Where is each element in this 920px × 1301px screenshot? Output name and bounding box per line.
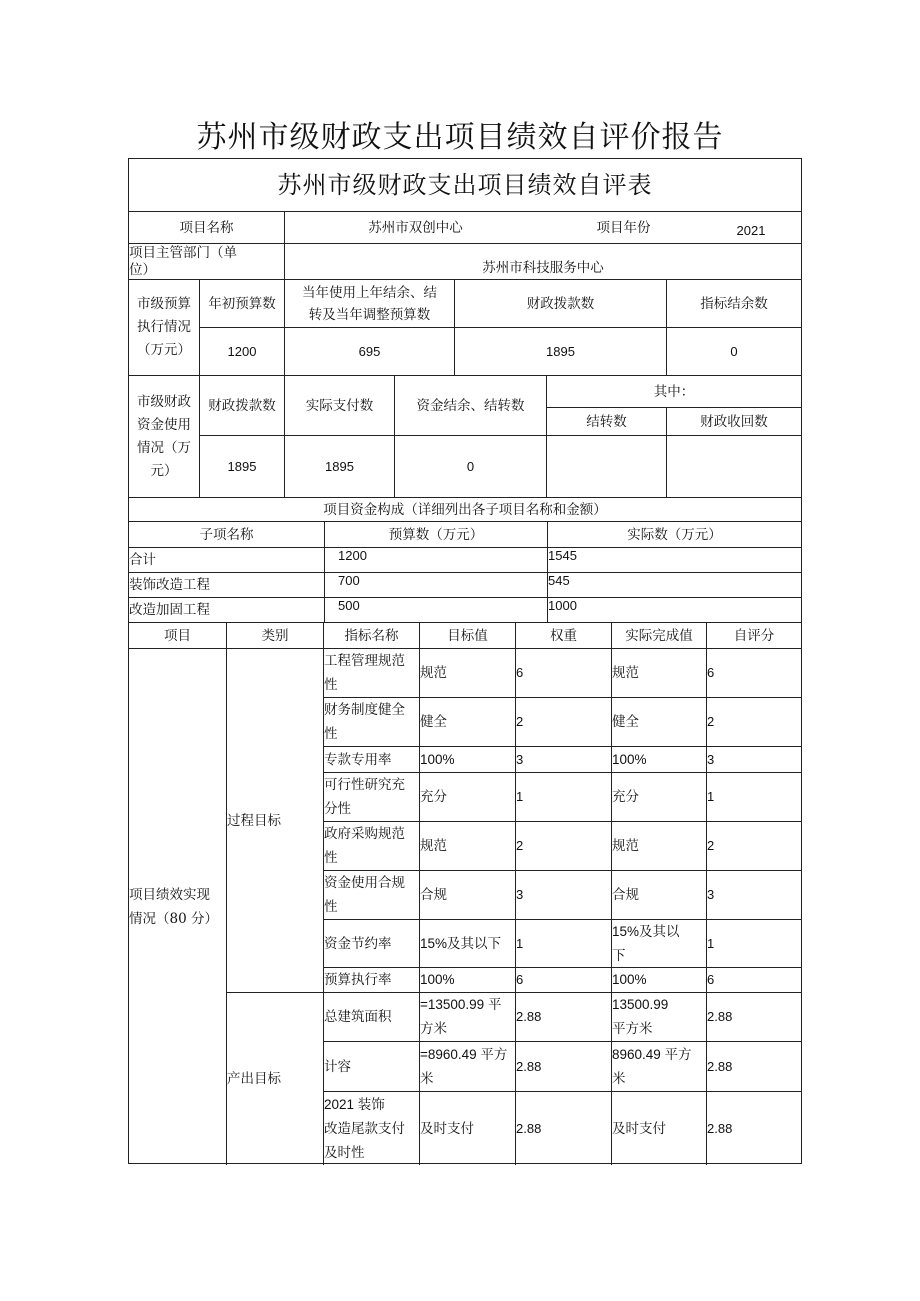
- indicator-actual-line: 米: [612, 1070, 626, 1087]
- composition-header-name: 子项名称: [129, 521, 324, 547]
- composition-row-budget: 500: [324, 597, 547, 622]
- indicator-target-cell: [419, 919, 515, 967]
- indicator-weight-cell: 2.88: [515, 992, 611, 1041]
- indicator-actual-line: 健全: [612, 714, 639, 730]
- indicator-name-line: 性: [324, 899, 338, 915]
- indicator-weight-cell: 1: [515, 772, 611, 821]
- indicator-name-line: 财务制度健全: [324, 702, 405, 718]
- indicator-score-cell: 2: [706, 697, 801, 746]
- project-name-label: 项目名称: [129, 211, 284, 243]
- indicator-name-line: 可行性研究充: [324, 777, 405, 793]
- composition-row-budget: 1200: [324, 547, 547, 572]
- composition-row-actual: 1000: [547, 597, 801, 622]
- indicator-target-line: =13500.99 平: [420, 997, 502, 1012]
- composition-row-budget: 700: [324, 572, 547, 597]
- indicator-weight-cell: 2.88: [515, 1041, 611, 1091]
- indicator-actual-cell: [611, 1041, 706, 1091]
- composition-row-actual: 1545: [547, 547, 801, 572]
- indicator-actual-line: 100%: [612, 751, 647, 767]
- indicator-score-cell: 1: [706, 772, 801, 821]
- indicator-actual-cell: [611, 821, 706, 870]
- indicator-target-line: 规范: [420, 665, 447, 681]
- indicator-name-line: 计容: [324, 1058, 351, 1075]
- indicator-score-cell: 1: [706, 919, 801, 967]
- funds-header-transfer: 结转数: [546, 407, 666, 435]
- indicator-actual-cell: [611, 772, 706, 821]
- indicator-name-line: 资金节约率: [324, 935, 392, 952]
- indicator-score-cell: 6: [706, 967, 801, 992]
- dept-label-line2: 位）: [129, 261, 156, 278]
- indicator-target-line: 100%: [420, 972, 455, 987]
- indicator-actual-cell: [611, 746, 706, 772]
- indicator-name-cell: [323, 1091, 419, 1165]
- indicator-actual-cell: [611, 992, 706, 1041]
- indicator-name-line: 预算执行率: [324, 972, 392, 988]
- indicator-actual-cell: [611, 648, 706, 697]
- indicator-target-cell: [419, 1091, 515, 1165]
- performance-section-label: 项目绩效实现 情况（80 分）: [129, 648, 226, 1165]
- indicator-header-actual: 实际完成值: [611, 622, 706, 648]
- indicator-target-line: 充分: [420, 789, 447, 805]
- dept-value: 苏州市科技服务中心: [284, 243, 801, 279]
- funds-allocation-value: 1895: [199, 435, 284, 497]
- indicator-name-cell: [323, 967, 419, 992]
- indicator-target-line: 规范: [420, 838, 447, 854]
- indicator-weight-cell: 2: [515, 697, 611, 746]
- indicator-score-cell: 3: [706, 870, 801, 919]
- composition-row-name: 改造加固工程: [129, 597, 324, 622]
- funds-carryover-value: 0: [394, 435, 546, 497]
- budget-section-label: 市级预算 执行情况 （万元）: [129, 279, 199, 375]
- dept-label: [129, 243, 284, 279]
- indicator-score-cell: 2.88: [706, 992, 801, 1041]
- document-title: 苏州市级财政支出项目绩效自评价报告: [196, 120, 724, 155]
- funds-section-label: 市级财政 资金使用 情况（万 元）: [129, 375, 199, 497]
- indicator-name-line: 专款专用率: [324, 751, 392, 768]
- indicator-actual-cell: [611, 967, 706, 992]
- indicator-weight-cell: 3: [515, 870, 611, 919]
- indicator-target-cell: [419, 746, 515, 772]
- indicator-name-line: 改造尾款支付: [324, 1120, 405, 1137]
- indicator-header-project: 项目: [129, 622, 226, 648]
- indicator-actual-cell: [611, 1091, 706, 1165]
- indicator-actual-cell: [611, 870, 706, 919]
- indicator-target-cell: [419, 992, 515, 1041]
- indicator-name-cell: [323, 1041, 419, 1091]
- indicator-target-cell: [419, 697, 515, 746]
- indicator-name-cell: [323, 870, 419, 919]
- evaluation-table: [128, 158, 802, 1164]
- project-year-label: 项目年份: [546, 211, 701, 243]
- project-year-value: 2021: [701, 211, 801, 243]
- indicator-target-line: 方米: [420, 1021, 447, 1037]
- table-title: 苏州市级财政支出项目绩效自评表: [277, 171, 653, 199]
- indicator-score-cell: 6: [706, 648, 801, 697]
- output-category-label: 产出目标: [226, 992, 323, 1165]
- indicator-weight-cell: 6: [515, 648, 611, 697]
- indicator-weight-cell: 2.88: [515, 1091, 611, 1165]
- indicator-header-target: 目标值: [419, 622, 515, 648]
- composition-header-actual: 实际数（万元）: [547, 521, 801, 547]
- indicator-target-cell: [419, 870, 515, 919]
- indicator-name-line: 总建筑面积: [324, 1009, 392, 1025]
- budget-adjusted-value: 695: [284, 327, 454, 375]
- composition-row-name: 装饰改造工程: [129, 572, 324, 597]
- composition-row-name: 合计: [129, 547, 324, 572]
- indicator-name-cell: [323, 919, 419, 967]
- budget-header-allocation: 财政拨款数: [454, 279, 666, 327]
- funds-header-carryover: 资金结余、结转数: [394, 375, 546, 435]
- indicator-name-cell: [323, 746, 419, 772]
- indicator-header-category: 类别: [226, 622, 323, 648]
- indicator-score-cell: 2.88: [706, 1091, 801, 1165]
- indicator-name-cell: [323, 697, 419, 746]
- budget-allocation-value: 1895: [454, 327, 666, 375]
- composition-row-actual: 545: [547, 572, 801, 597]
- indicator-name-line: 性: [324, 726, 338, 742]
- dept-label-line1: 项目主管部门（单: [129, 244, 237, 261]
- budget-balance-value: 0: [666, 327, 801, 375]
- indicator-name-line: 2021 装饰: [324, 1096, 385, 1112]
- indicator-target-line: =8960.49 平方: [420, 1046, 508, 1062]
- indicator-actual-line: 100%: [612, 972, 647, 987]
- indicator-header-weight: 权重: [515, 622, 611, 648]
- funds-header-of-which: 其中：: [546, 375, 801, 407]
- indicator-actual-cell: [611, 919, 706, 967]
- indicator-weight-cell: 1: [515, 919, 611, 967]
- indicator-target-cell: [419, 821, 515, 870]
- indicator-score-cell: 3: [706, 746, 801, 772]
- process-category-label: 过程目标: [226, 648, 323, 992]
- indicator-weight-cell: 2: [515, 821, 611, 870]
- indicator-actual-cell: [611, 697, 706, 746]
- indicator-name-line: 资金使用合规: [324, 875, 405, 891]
- funds-header-allocation: 财政拨款数: [199, 375, 284, 435]
- indicator-name-line: 工程管理规范: [324, 653, 405, 669]
- composition-title: 项目资金构成（详细列出各子项目名称和金额）: [129, 497, 801, 521]
- indicator-weight-cell: 6: [515, 967, 611, 992]
- indicator-weight-cell: 3: [515, 746, 611, 772]
- indicator-name-cell: [323, 772, 419, 821]
- indicator-target-line: 100%: [420, 751, 455, 767]
- indicator-name-line: 性: [324, 850, 338, 866]
- indicator-actual-line: 下: [612, 947, 626, 964]
- funds-transfer-value: [546, 435, 666, 497]
- indicator-actual-line: 15%及其以: [612, 923, 680, 939]
- project-name-value: 苏州市双创中心: [284, 211, 546, 243]
- indicator-actual-line: 合规: [612, 887, 639, 903]
- indicator-actual-line: 及时支付: [612, 1120, 666, 1137]
- indicator-name-line: 及时性: [324, 1144, 365, 1161]
- indicator-name-cell: [323, 821, 419, 870]
- indicator-score-cell: 2.88: [706, 1041, 801, 1091]
- indicator-name-line: 政府采购规范: [324, 826, 405, 842]
- indicator-header-score: 自评分: [706, 622, 801, 648]
- indicator-actual-line: 规范: [612, 838, 639, 854]
- indicator-name-line: 性: [324, 677, 338, 693]
- indicator-target-cell: [419, 1041, 515, 1091]
- indicator-name-cell: [323, 992, 419, 1041]
- funds-header-recovered: 财政收回数: [666, 407, 801, 435]
- indicator-target-cell: [419, 772, 515, 821]
- budget-header-adjusted: 当年使用上年结余、结 转及当年调整预算数: [284, 279, 454, 327]
- indicator-actual-line: 规范: [612, 665, 639, 681]
- indicator-actual-line: 充分: [612, 789, 639, 805]
- indicator-name-cell: [323, 648, 419, 697]
- funds-paid-value: 1895: [284, 435, 394, 497]
- indicator-actual-line: 平方米: [612, 1021, 653, 1037]
- indicator-name-line: 分性: [324, 801, 351, 817]
- indicator-target-cell: [419, 648, 515, 697]
- indicator-target-cell: [419, 967, 515, 992]
- composition-header-budget: 预算数（万元）: [324, 521, 547, 547]
- indicator-target-line: 及时支付: [420, 1120, 474, 1137]
- indicator-header-name: 指标名称: [323, 622, 419, 648]
- indicator-target-line: 合规: [420, 887, 447, 903]
- indicator-actual-line: 13500.99: [612, 997, 669, 1012]
- funds-header-paid: 实际支付数: [284, 375, 394, 435]
- indicator-score-cell: 2: [706, 821, 801, 870]
- budget-initial-value: 1200: [199, 327, 284, 375]
- indicator-target-line: 健全: [420, 714, 447, 730]
- indicator-target-line: 米: [420, 1070, 434, 1087]
- indicator-target-line: 15%及其以下: [420, 935, 502, 951]
- budget-header-balance: 指标结余数: [666, 279, 801, 327]
- funds-recovered-value: [666, 435, 801, 497]
- budget-header-initial: 年初预算数: [199, 279, 284, 327]
- indicator-actual-line: 8960.49 平方: [612, 1046, 692, 1062]
